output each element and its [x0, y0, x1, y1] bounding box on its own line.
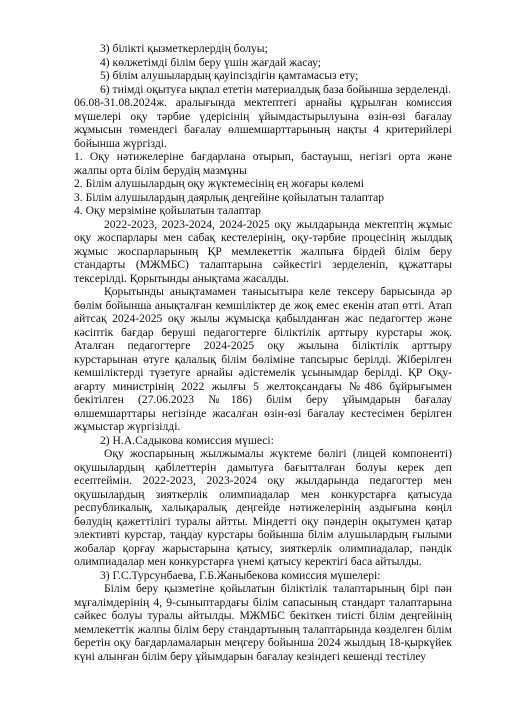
criteria-item: 2. Білім алушылардың оқу жүктемесінің ең жоғары көлемі [74, 177, 364, 190]
paragraph-member2: Оқу жоспарының жылжымалы жүктеме бөлігі (лицей компоненті) оқушылардың қабілеттерін дамытуға бағытталған болуы керек деп есептеймін. 2022-2023, 2023-2024 оқу жылдарында педагогтер мен оқушылардың зияткерлік олимпиадалар мен конкурстарға қатысуда республикалық, халықаралық деңгейде нәтижелерінің аздығына көңіл бөлудің қажеттілігі туралы айтты. Міндетті оқу пәндерін оқытумен қатар элективті курстар, таңдау курстары бойынша білім алушылардың ғылыми жобалар қорғау жарыстарына қатысу, зияткерлік олимпиадалар, пәндік олимпиадалар мен конкурстарға үнемі қатысу керектігі баса айтылды. [74, 447, 452, 568]
criteria-item: 1. Оқу нәтижелеріне бағдарлана отырып, бастауыш, негізгі орта және жалпы орта білім берудің мазмұны [74, 150, 452, 177]
list-item: 4) көлжетімді білім беру үшін жағдай жасау; [100, 55, 321, 69]
member3-heading: 3) Г.С.Турсунбаева, Г.Б.Жаныбекова комиссия мүшелері: [100, 568, 381, 582]
criteria-item: 4. Оқу мерзіміне қойылатын талаптар [74, 204, 261, 217]
paragraph-member3: Білім беру қызметіне қойылатын біліктілік талаптарының бірі пән мұғалімдерінің 4, 9-сыныптардағы білім сапасының стандарт талаптарына сәйкес болуы туралы айтылды. МЖМБС бекіткен тиісті білім деңгейінің мемлекеттік жалпы білім беру стандартының талаптарында көзделген білім беретін оқу бағдарламаларын меңгеру бойынша 2024 жылдың 18-қыркүйек күні алынған білім беру ұйымдарын бағалау кезіндегі кешенді тестілеу [74, 582, 452, 663]
paragraph-plans: 2022-2023, 2023-2024, 2024-2025 оқу жылдарында мектептің жұмыс оқу жоспарлары мен сабақ кестелерінің, оқу-тәрбие процесінің жылдық жұмыс жоспарларының ҚР мемлекеттік жалпыға бірдей білім беру стандарты (МЖМБС) талаптарына сәйкестігі зерделеніп, құжаттары тексерілді. Қорытынды анықтама жасалды. [74, 217, 452, 285]
paragraph-conclusion: Қорытынды анықтамамен танысытыра келе тексеру барысында әр бөлім бойынша анықталған кемшіліктер де жоқ емес екенін атап өтті. Атап айтсақ 2024-2025 оқу жылы жұмысқа қабылданған жас педагогтер және кәсіптік бағдар беруші педагогтерге біліктілік арттыру курстары жоқ. Аталған педагогтерге 2024-2025 оқу жылына біліктілік арттыру курстарынан өтуге қалалық білім бөліміне тапсырыс берілді. Жіберілген кемшіліктерді түзетуге арнайы әдістемелік ұсынымдар берілді. ҚР Оқу-ағарту министрінің 2022 жылғы 5 желтоқсандағы №486 бұйрығымен бекітілген (27.06.2023 №186) білім беру ұйымдарын бағалау өлшемшарттары негізінде жасалған өзін-өзі бағалау кестесімен берілген жұмыстар жүргізілді. [74, 285, 452, 433]
paragraph-commission: 06.08-31.08.2024ж. аралығында мектептегі арнайы құрылған комиссия мүшелері оқу тәрбие үдерісінің ұйымдастырылуына өзін-өзі бағалау жұмысын төмендегі бағалау өлшемшарттарының нақты 4 критерийлері бойынша жүргізді. [74, 96, 452, 150]
criteria-item: 3. Білім алушылардың даярлық деңгейіне қойылатын талаптар [74, 190, 385, 204]
criteria-list [74, 150, 452, 218]
list-item: 6) тиімді оқытуға ықпал ететін материалдық база бойынша зерделенді. [100, 82, 452, 96]
list-item: 5) білім алушылардың қауіпсіздігін қамтамасыз ету; [100, 69, 359, 82]
list-item: 3) білікті қызметкерлердің болуы; [100, 42, 268, 55]
member2-heading: 2) Н.А.Садыкова комиссия мүшесі: [100, 433, 274, 447]
list-top [74, 42, 452, 96]
